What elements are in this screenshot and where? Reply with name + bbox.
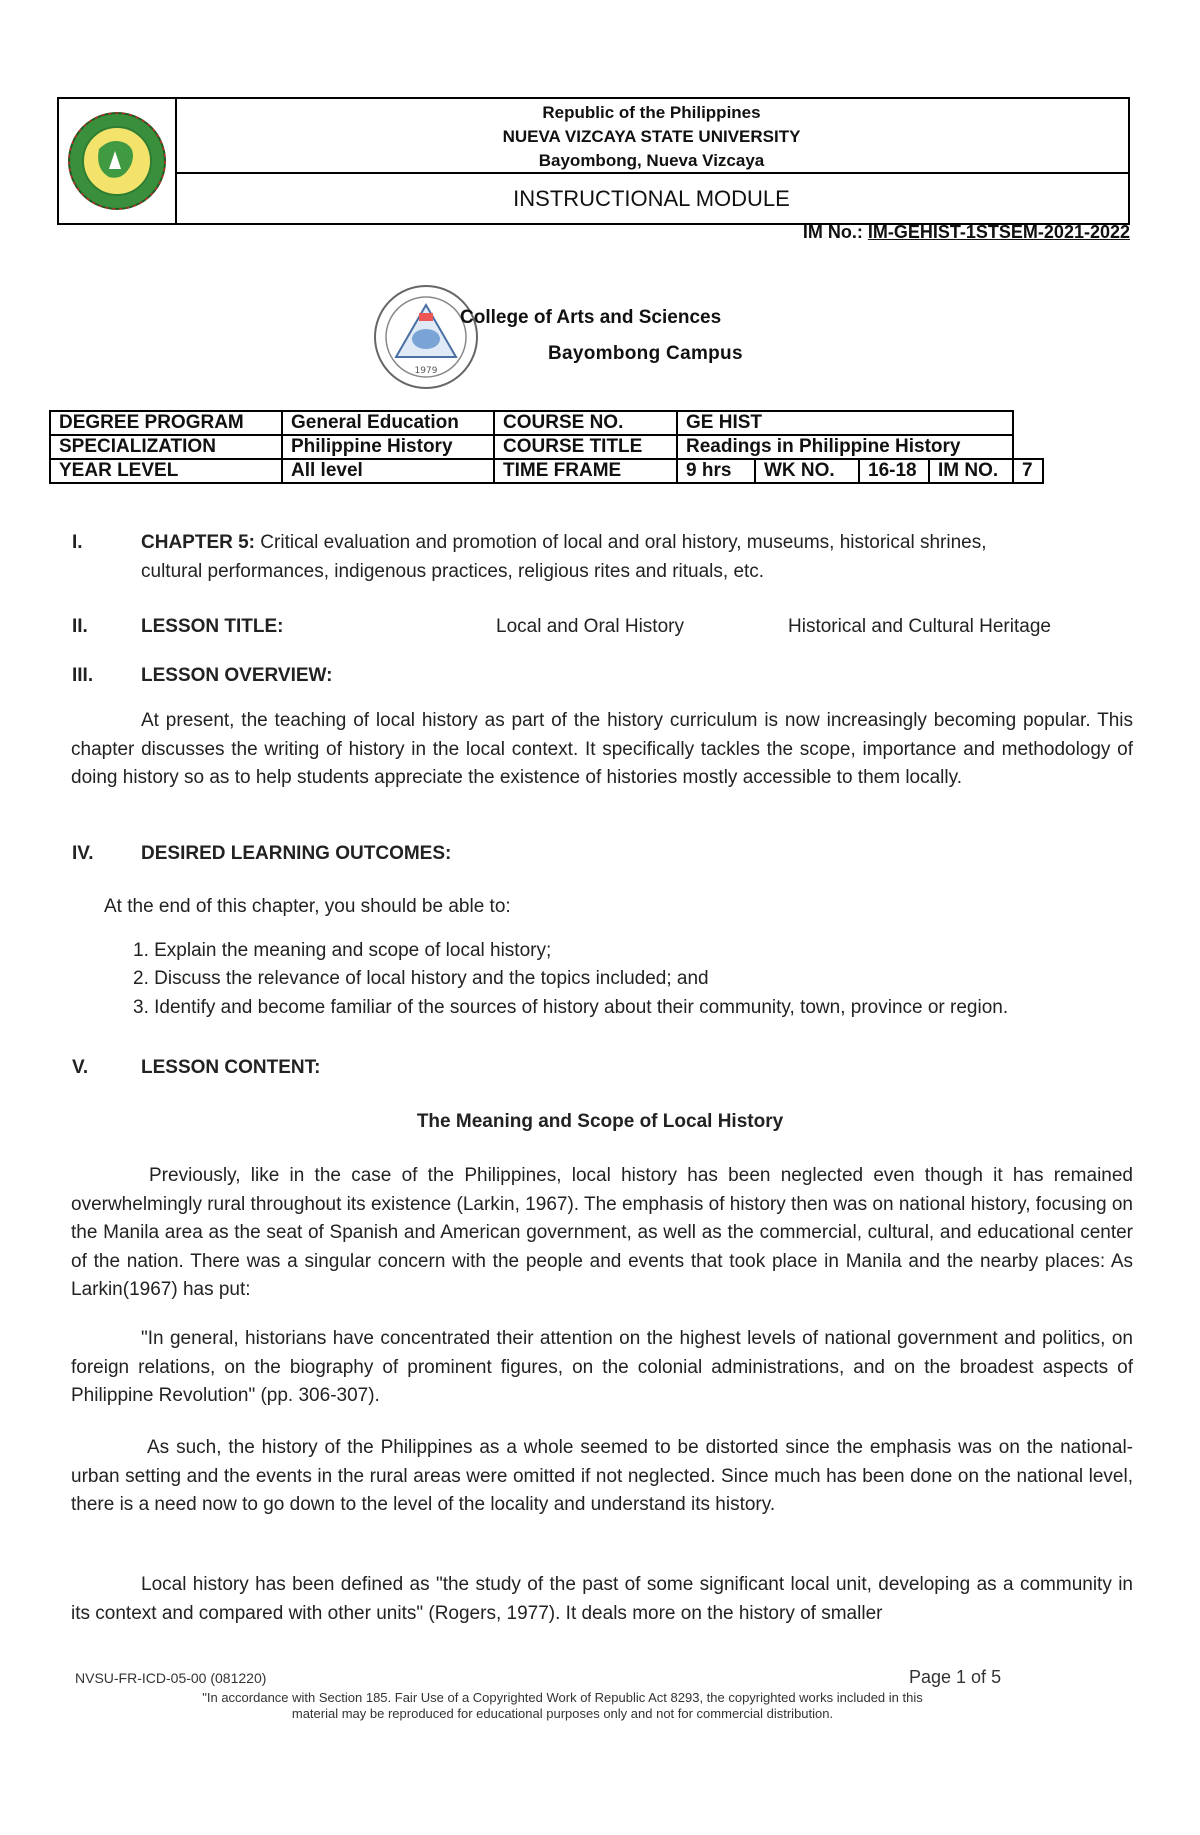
chapter-description-cont: cultural performances, indigenous practices, religious rites and rituals, etc. — [141, 560, 765, 582]
lesson-title-1: Local and Oral History — [496, 616, 684, 637]
degree-program-label: DEGREE PROGRAM — [50, 411, 282, 435]
course-no-label: COURSE NO. — [494, 411, 677, 435]
course-title-label: COURSE TITLE — [494, 435, 677, 459]
im-number-label: IM No.: — [802, 222, 863, 242]
university-location: Bayombong, Nueva Vizcaya — [538, 151, 765, 170]
im-number — [803, 222, 1130, 243]
chapter-description: Critical evaluation and promotion of local and oral history, museums, historical shrines, — [255, 532, 987, 553]
wk-no-value: 16-18 — [859, 459, 929, 483]
lesson-title-2: Historical and Cultural Heritage — [788, 616, 1051, 637]
college-seal-icon — [372, 283, 480, 391]
lesson-overview-text: At present, the teaching of local history as part of the history curriculum is now increasingly becoming popular. This chapter discusses the writing of history in the local context. It specifically tackles the scope, importance and methodology of doing history so as to help students appreciate the existence of histories mostly accessible to them locally. — [71, 710, 1133, 788]
campus-name: Bayombong Campus — [548, 343, 743, 364]
table-row — [50, 459, 1043, 483]
content-quote: "In general, historians have concentrated their attention on the highest levels of national government and politics, on foreign relations, on the biography of prominent figures, on the colonial administrations, and on the broadest aspects of Philippine Revolution" (pp. 306-307). — [71, 1328, 1133, 1406]
copyright-note-line-1: "In accordance with Section 185. Fair Use of a Copyrighted Work of Republic Act 8293, the copyrighted works included in this — [202, 1690, 923, 1705]
time-frame-value: 9 hrs — [677, 459, 755, 483]
course-title-value: Readings in Philippine History — [677, 435, 1013, 459]
wk-no-label: WK NO. — [755, 459, 859, 483]
university-name: NUEVA VIZCAYA STATE UNIVERSITY — [502, 127, 801, 146]
lesson-title-label: LESSON TITLE: — [141, 616, 284, 637]
table-row — [50, 435, 1043, 459]
copyright-note-line-2: material may be reproduced for educational purposes only and not for commercial distribution. — [291, 1706, 834, 1721]
time-frame-label: TIME FRAME — [494, 459, 677, 483]
section-5-number: V. — [72, 1057, 89, 1078]
table-row — [50, 411, 1043, 435]
section-1-number: I. — [72, 532, 83, 553]
outcomes-intro: At the end of this chapter, you should be able to: — [104, 896, 511, 917]
section-4-number: IV. — [72, 843, 94, 864]
module-title: INSTRUCTIONAL MODULE — [513, 186, 790, 211]
university-logo-cell — [59, 99, 177, 223]
university-seal-icon — [59, 99, 175, 223]
college-name: College of Arts and Sciences — [460, 307, 722, 328]
form-code: NVSU-FR-ICD-05-00 (081220) — [75, 1670, 267, 1686]
course-no-value: GE HIST — [677, 411, 1013, 435]
outcome-item-2: 2. Discuss the relevance of local history and the topics included; and — [133, 968, 709, 989]
outcome-item-1: 1. Explain the meaning and scope of local history; — [133, 940, 552, 961]
year-level-label: YEAR LEVEL — [50, 459, 282, 483]
content-paragraph-2: As such, the history of the Philippines as a whole seemed to be distorted since the emphasis was on the national-urban setting and the events in the rural areas were omitted if not neglected. Since much has been done on the national level, there is a need now to go down to the level of the locality and understand its history. — [71, 1437, 1133, 1515]
republic-line: Republic of the Philippines — [542, 103, 761, 122]
lesson-overview-label: LESSON OVERVIEW: — [141, 665, 333, 686]
chapter-label: CHAPTER 5: — [141, 532, 256, 553]
im-no-value: 7 — [1013, 459, 1043, 483]
specialization-value: Philippine History — [282, 435, 494, 459]
content-paragraph-3: Local history has been defined as "the study of the past of some significant local unit, developing as a community in its context and compared with other units" (Rogers, 1977). It deals more on the history of smaller — [71, 1574, 1133, 1624]
lesson-content-label: LESSON CONTENT: — [141, 1057, 321, 1078]
outcome-item-3: 3. Identify and become familiar of the sources of history about their community, town, province or region. — [133, 997, 1009, 1018]
content-heading: The Meaning and Scope of Local History — [416, 1111, 784, 1132]
header-institution-block — [175, 99, 1128, 174]
copyright-note — [0, 1690, 1125, 1722]
document-header — [57, 97, 1130, 225]
im-no-label: IM NO. — [929, 459, 1013, 483]
section-2-number: II. — [72, 616, 88, 637]
section-1-text — [141, 529, 1131, 586]
course-info-table — [49, 410, 1044, 484]
section-3-number: III. — [72, 665, 94, 686]
learning-outcomes-label: DESIRED LEARNING OUTCOMES: — [141, 843, 452, 864]
degree-program-value: General Education — [282, 411, 494, 435]
content-paragraph-1: Previously, like in the case of the Philippines, local history has been neglected even though it has remained overwhelmingly rural throughout its existence (Larkin, 1967). The emphasis of history then was on national history, focusing on the Manila area as the seat of Spanish and American government, as well as the commercial, cultural, and educational center of the nation. There was a singular concern with the people and events that took place in Manila and the nearby places: As Larkin(1967) has put: — [71, 1165, 1133, 1300]
im-number-value: IM-GEHIST-1STSEM-2021-2022 — [867, 222, 1130, 242]
page-number: Page 1 of 5 — [909, 1667, 1002, 1687]
year-level-value: All level — [282, 459, 494, 483]
specialization-label: SPECIALIZATION — [50, 435, 282, 459]
svg-text:1979: 1979 — [414, 366, 438, 376]
